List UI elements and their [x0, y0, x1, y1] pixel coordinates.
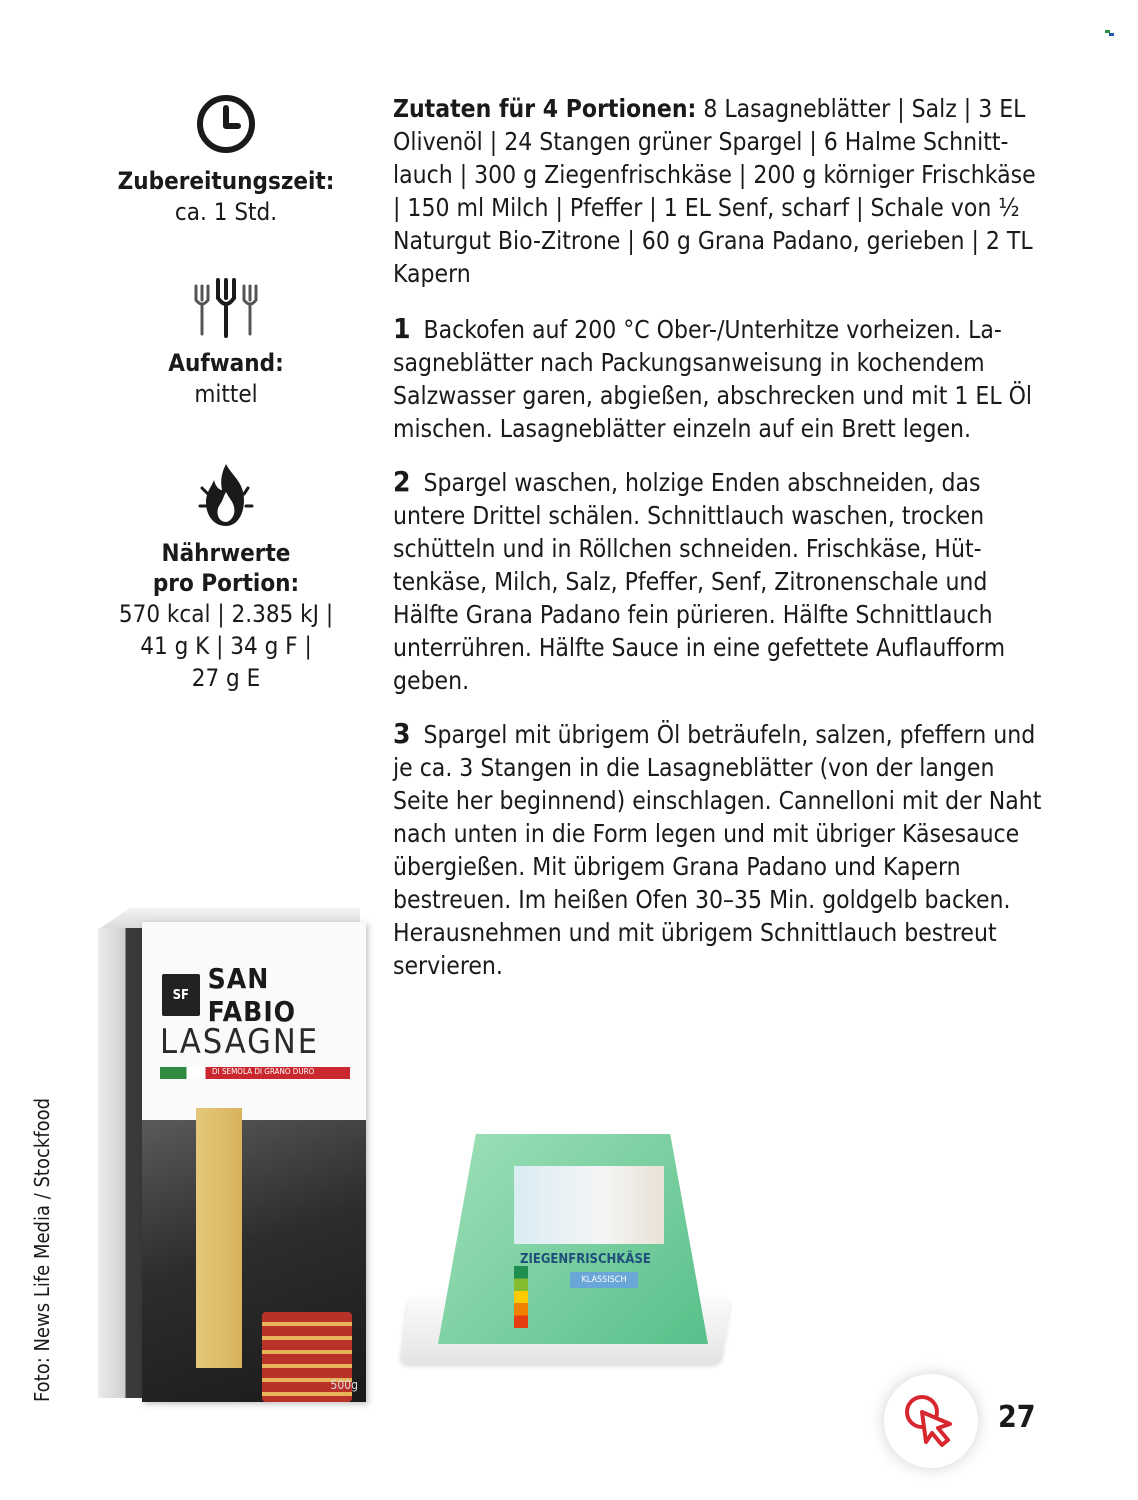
step-number: 1 — [393, 312, 411, 345]
step-text: Spargel waschen, holzige Enden abschneiden, das untere Drittel schälen. Schnittlauch waschen, trocken schütteln und in Röllchen schneiden. Frischkäse, Hüttenkäse, Milch, Salz, Pfeffer, Senf, Zitronenschale und Hälfte Grana Padano fein pürieren. Hälfte Schnittlauch unterrühren. Hälfte Sauce in eine gefettete Auflaufform geben. — [393, 468, 1006, 695]
step-text: Backofen auf 200 °C Ober-/Unterhitze vorheizen. Lasagneblätter nach Packungsanweisung in kochendem Salzwasser garen, abgießen, abschrecken und mit 1 EL Öl mischen. Lasagneblätter einzeln auf ein Brett legen. — [393, 315, 1033, 443]
flame-icon — [198, 462, 254, 528]
ingredients-label: Zutaten für 4 Portionen: — [393, 94, 697, 123]
effort-title: Aufwand: — [168, 349, 284, 377]
cheese-photo — [514, 1166, 664, 1244]
brand-logo: SF — [162, 974, 200, 1016]
pasta-window — [196, 1108, 242, 1368]
step-number: 3 — [393, 717, 411, 750]
clock-icon — [194, 92, 258, 156]
step-2 — [393, 465, 1043, 697]
box-front — [142, 922, 366, 1402]
box-side — [98, 928, 144, 1398]
ingredients-paragraph — [393, 92, 1043, 290]
cheese-variant: KLASSISCH — [570, 1272, 638, 1288]
prep-time-block — [96, 92, 356, 228]
step-3 — [393, 717, 1043, 982]
brand-row — [162, 962, 366, 1028]
nutrition-title-line1: Nährwerte — [161, 539, 291, 567]
product-subtitle: DI SEMOLA DI GRANO DURO — [212, 1067, 315, 1076]
forks-icon — [190, 278, 262, 338]
ingredients-text: 8 Lasagneblätter | Salz | 3 EL Olivenöl | 24 Stangen grüner Spargel | 6 Halme Schnittlauch | 300 g Ziegenfrischkäse | 200 g körniger Frischkäse | 150 ml Milch | Pfeffer | 1 EL Senf, scharf | Schale von ½ Naturgut Bio-Zitrone | 60 g Grana Padano, gerieben | 2 TL Kapern — [393, 94, 1036, 288]
nutrition-title-line2: pro Portion: — [152, 569, 300, 597]
step-1 — [393, 312, 1043, 445]
effort-block — [96, 278, 356, 410]
product-weight: 500g — [330, 1378, 358, 1392]
prep-time-value: ca. 1 Std. — [174, 198, 278, 226]
product-name: LASAGNE — [160, 1022, 320, 1062]
nutrition-value-line2: 41 g K | 34 g F | — [140, 632, 312, 660]
corner-mark-icon — [1105, 28, 1115, 38]
step-text: Spargel mit übrigem Öl beträufeln, salzen, pfeffern und je ca. 3 Stangen in die Lasagneblätter (von der langen Seite her beginnend) einschlagen. Cannelloni mit der Naht nach unten in die Form legen und mit übriger Käsesauce übergießen. Mit übrigem Grana Padano und Kapern bestreuen. Im heißen Ofen 30–35 Min. goldgelb backen. Herausnehmen und mit übrigem Schnittlauch bestreut servieren. — [393, 720, 1042, 980]
nutrition-value-line1: 570 kcal | 2.385 kJ | — [118, 600, 334, 628]
nutrition-value-line3: 27 g E — [191, 664, 261, 692]
cursor-click-icon — [900, 1390, 962, 1452]
cursor-click-badge[interactable] — [884, 1374, 978, 1468]
effort-value: mittel — [194, 380, 258, 408]
recipe-sidebar — [96, 92, 356, 728]
brand-name: SAN FABIO — [207, 962, 297, 1028]
cheese-product-name: ZIEGENFRISCHKÄSE — [520, 1252, 651, 1267]
nutri-score-badge — [514, 1266, 528, 1328]
step-number: 2 — [393, 465, 411, 498]
nutrition-block — [96, 462, 356, 694]
recipe-main — [393, 92, 1043, 1002]
lasagne-product-image — [98, 908, 398, 1408]
page-number: 27 — [998, 1400, 1036, 1435]
prep-time-title: Zubereitungszeit: — [117, 167, 335, 195]
photo-credit: Foto: News Life Media / Stockfood — [30, 1097, 54, 1402]
